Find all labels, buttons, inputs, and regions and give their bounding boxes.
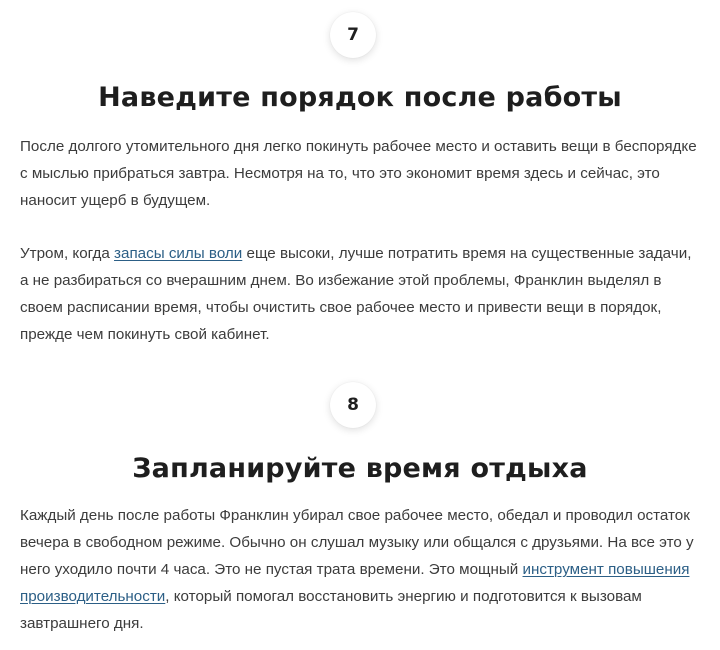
section-8-paragraph-text-before: Каждый день после работы Франклин убирал свое рабочее место, обедал и проводил остаток вечера в свободном режиме. Обычно он слушал музыку или общался с друзьями. На все это у него уходило почти 4 часа. Это не пустая трата времени. Это мощный: [20, 507, 694, 578]
section-8-paragraph: [20, 502, 700, 637]
section-7-paragraph-2: [20, 240, 700, 348]
section-number-badge-8: [330, 382, 376, 428]
section-7-paragraph-1: После долгого утомительного дня легко покинуть рабочее место и оставить вещи в беспорядке с мыслью прибраться завтра. Несмотря на то, что это экономит время здесь и сейчас, это наносит ущерб в будущем.: [20, 138, 697, 209]
section-number-badge-7: [330, 12, 376, 58]
section-8-paragraph-text-after: , который помогал восстановить энергию и подготовится к вызовам завтрашнего дня.: [20, 588, 642, 632]
section-number-8: 8: [347, 395, 359, 415]
section-7-paragraph-2-text-before: Утром, когда: [20, 245, 115, 262]
section-heading-7: Наведите порядок после работы: [98, 82, 622, 113]
willpower-link[interactable]: запасы силы воли: [114, 245, 243, 262]
section-number-7: 7: [347, 25, 359, 45]
section-7-paragraph-2-text-after: еще высоки, лучше потратить время на существенные задачи, а не разбираться со вчерашним днем. Во избежание этой проблемы, Франклин выделял в своем расписании время, чтобы очистить свое рабочее место и привести вещи в порядок, прежде чем покинуть свой кабинет.: [20, 245, 692, 343]
section-heading-8: Запланируйте время отдыха: [132, 453, 588, 484]
productivity-tool-link[interactable]: инструмент повышения производительности: [20, 561, 690, 605]
